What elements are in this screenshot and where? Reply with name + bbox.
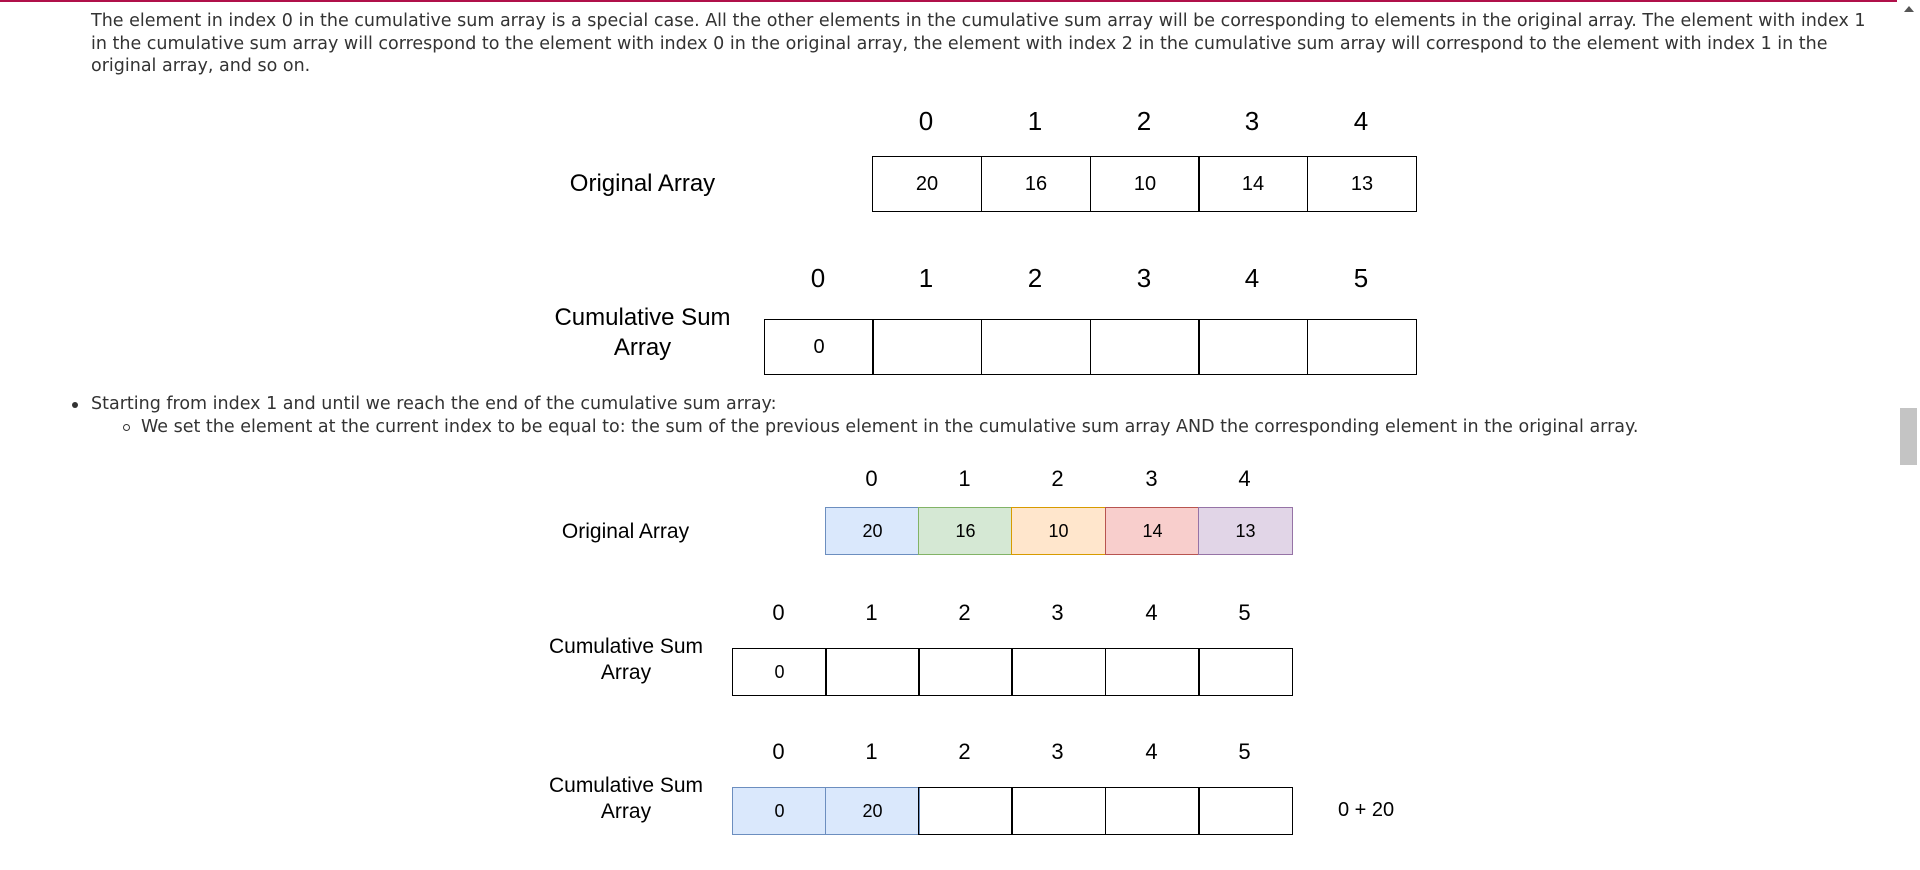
cumulative-sum-cell: 0: [732, 648, 827, 696]
cumulative-sum-index: 2: [958, 739, 971, 764]
original-array-cell: 10: [1090, 156, 1200, 212]
cumulative-sum-cell: [1011, 787, 1106, 835]
cumulative-sum-index: 1: [865, 600, 878, 625]
cumulative-sum-index: 3: [1051, 739, 1064, 764]
original-array-index: 2: [1136, 106, 1152, 136]
cumulative-sum-index: 2: [958, 600, 971, 625]
original-array-cell: 14: [1198, 156, 1308, 212]
cumulative-sum-index: 0: [772, 600, 785, 625]
sub-bullet-text: We set the element at the current index to be equal to: the sum of the previous element in the cumulative sum array AND the corresponding element in the original array.: [141, 417, 1639, 437]
cumulative-sum-cell: [1011, 648, 1106, 696]
original-array-index: 0: [865, 466, 878, 491]
original-array-index: 4: [1353, 106, 1369, 136]
cumulative-sum-cell: [1105, 787, 1200, 835]
cumulative-sum-cell: [918, 787, 1013, 835]
cumulative-sum-cell: [825, 648, 920, 696]
cumulative-sum-array-label: Cumulative Sum Array: [548, 635, 704, 684]
original-array-index: 0: [918, 106, 934, 136]
cumulative-sum-index: 0: [772, 739, 785, 764]
intro-paragraph: The element in index 0 in the cumulative sum array is a special case. All the other elements in the cumulative sum array will be corresponding to elements in the original array. The element with index 1 in the cumulative sum array will correspond to the element with index 0 in the original array, the element with index 2 in the cumulative sum array will correspond to the element with index 1 in the original array, and so on.: [91, 11, 1866, 76]
cumulative-sum-index: 5: [1238, 600, 1251, 625]
scroll-up-arrow-icon[interactable]: [1904, 6, 1914, 12]
sum-calculation-note: 0 + 20: [1338, 799, 1395, 821]
original-array-cell: 10: [1011, 507, 1106, 555]
cumulative-sum-cell: [1198, 319, 1308, 375]
original-array-index: 1: [1027, 106, 1043, 136]
top-accent-bar: [0, 0, 1920, 2]
cumulative-sum-cell: 0: [732, 787, 827, 835]
original-array-cell: 16: [981, 156, 1091, 212]
cumulative-sum-cell: 20: [825, 787, 920, 835]
cumulative-sum-index: 4: [1145, 600, 1158, 625]
bullet-item: [70, 393, 1850, 416]
original-array-cell: 16: [918, 507, 1013, 555]
original-array-index: 4: [1238, 466, 1251, 491]
cumulative-sum-index: 4: [1145, 739, 1158, 764]
original-array-cell: 20: [872, 156, 982, 212]
bullet-text: Starting from index 1 and until we reach the end of the cumulative sum array:: [91, 394, 777, 414]
original-array-index: 3: [1244, 106, 1260, 136]
sub-bullet-circle-icon: [123, 424, 130, 431]
original-array-cell: 13: [1307, 156, 1417, 212]
cumulative-sum-index: 5: [1238, 739, 1251, 764]
cumulative-sum-array-label: Cumulative Sum Array: [554, 304, 731, 361]
original-array-cell: 14: [1105, 507, 1200, 555]
cumulative-sum-cell: 0: [764, 319, 874, 375]
cumulative-sum-index: 1: [865, 739, 878, 764]
original-array-index: 2: [1051, 466, 1064, 491]
original-array-index: 1: [958, 466, 971, 491]
cumulative-sum-index: 0: [810, 263, 826, 293]
cumulative-sum-index: 5: [1353, 263, 1369, 293]
original-array-label: Original Array: [569, 170, 716, 197]
cumulative-sum-index: 1: [918, 263, 934, 293]
cumulative-sum-cell: [981, 319, 1091, 375]
cumulative-sum-index: 4: [1244, 263, 1260, 293]
cumulative-sum-cell: [1307, 319, 1417, 375]
cumulative-sum-cell: [1198, 787, 1293, 835]
cumulative-sum-cell: [1198, 648, 1293, 696]
cumulative-sum-cell: [1105, 648, 1200, 696]
original-array-label: Original Array: [561, 520, 690, 543]
cumulative-sum-index: 3: [1051, 600, 1064, 625]
cumulative-sum-array-label: Cumulative Sum Array: [548, 774, 704, 823]
cumulative-sum-cell: [872, 319, 982, 375]
original-array-cell: 20: [825, 507, 920, 555]
original-array-index: 3: [1145, 466, 1158, 491]
bullet-dot-icon: [72, 402, 78, 408]
cumulative-sum-index: 2: [1027, 263, 1043, 293]
sub-bullet-item: [70, 416, 1850, 439]
cumulative-sum-index: 3: [1136, 263, 1152, 293]
cumulative-sum-cell: [1090, 319, 1200, 375]
original-array-cell: 13: [1198, 507, 1293, 555]
scrollbar-thumb[interactable]: [1900, 408, 1917, 465]
cumulative-sum-cell: [918, 648, 1013, 696]
algorithm-steps: [70, 393, 1850, 439]
